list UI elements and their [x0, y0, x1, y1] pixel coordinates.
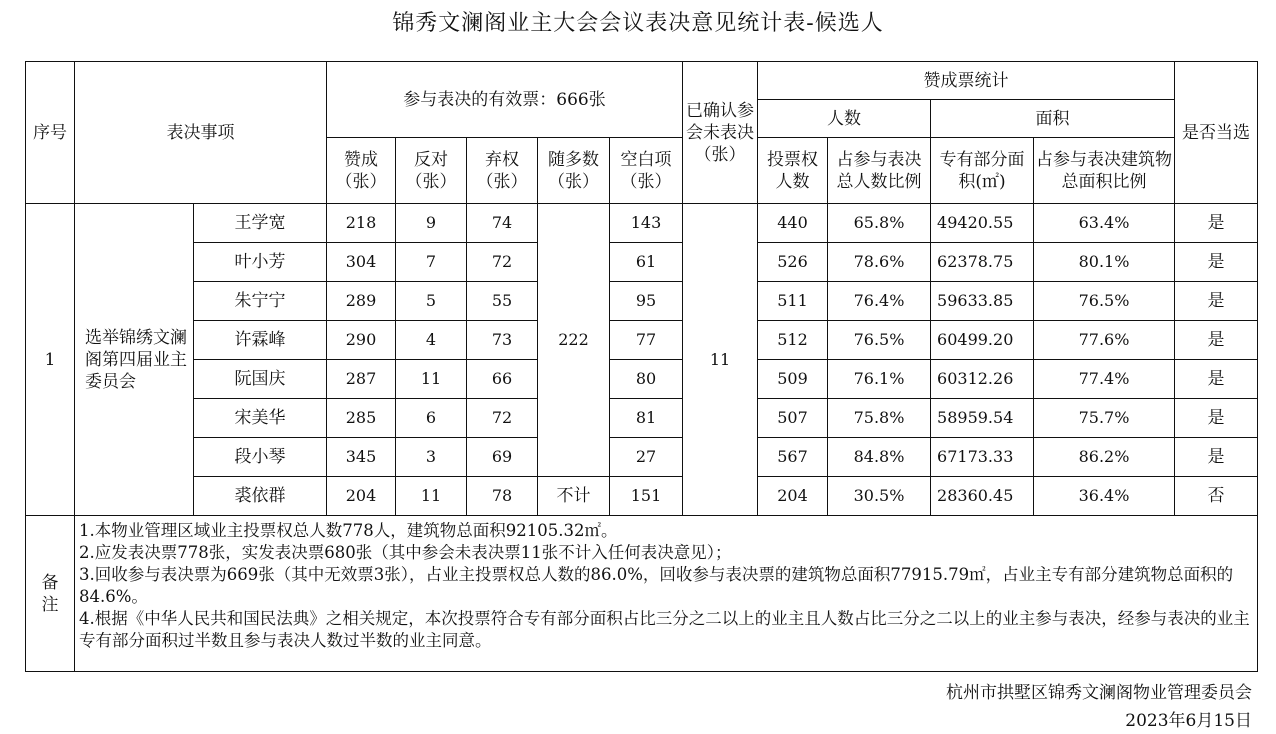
- candidate-name: 叶小芳: [194, 243, 327, 282]
- remarks-label: 备注: [26, 516, 75, 672]
- area-ratio: 80.1%: [1034, 243, 1175, 282]
- blank-count: 27: [610, 438, 683, 477]
- blank-count: 151: [610, 477, 683, 516]
- elected-status: 否: [1175, 477, 1258, 516]
- elected-status: 是: [1175, 243, 1258, 282]
- oppose-count: 4: [396, 321, 467, 360]
- abstain-count: 55: [467, 282, 538, 321]
- header-people: 人数: [758, 100, 931, 138]
- unvoted-count: 11: [683, 204, 758, 516]
- table-row: [26, 204, 1258, 243]
- approve-count: 304: [327, 243, 396, 282]
- voters-count: 526: [758, 243, 828, 282]
- oppose-count: 6: [396, 399, 467, 438]
- header-approve-stats: 赞成票统计: [758, 62, 1175, 100]
- row-seq: 1: [26, 204, 75, 516]
- follow-majority-count: 222: [538, 204, 610, 477]
- area-value: 28360.45: [931, 477, 1034, 516]
- abstain-count: 72: [467, 243, 538, 282]
- remark-line: 1.本物业管理区域业主投票权总人数778人，建筑物总面积92105.32㎡。: [79, 521, 618, 540]
- oppose-count: 9: [396, 204, 467, 243]
- area-value: 49420.55: [931, 204, 1034, 243]
- people-ratio: 30.5%: [828, 477, 931, 516]
- area-ratio: 76.5%: [1034, 282, 1175, 321]
- oppose-count: 11: [396, 477, 467, 516]
- candidate-name: 裘依群: [194, 477, 327, 516]
- voters-count: 440: [758, 204, 828, 243]
- area-value: 60312.26: [931, 360, 1034, 399]
- approve-count: 285: [327, 399, 396, 438]
- table-row: [26, 282, 1258, 321]
- follow-majority-count: 不计: [538, 477, 610, 516]
- header-seq: 序号: [26, 62, 75, 204]
- approve-count: 289: [327, 282, 396, 321]
- header-valid-votes: 参与表决的有效票：666张: [327, 62, 683, 138]
- blank-count: 81: [610, 399, 683, 438]
- table-row: [26, 243, 1258, 282]
- table-row: [26, 438, 1258, 477]
- area-ratio: 86.2%: [1034, 438, 1175, 477]
- blank-count: 80: [610, 360, 683, 399]
- candidate-name: 宋美华: [194, 399, 327, 438]
- page-title: 锦秀文澜阁业主大会会议表决意见统计表-候选人: [392, 11, 884, 36]
- blank-count: 143: [610, 204, 683, 243]
- candidate-name: 许霖峰: [194, 321, 327, 360]
- abstain-count: 66: [467, 360, 538, 399]
- area-ratio: 77.4%: [1034, 360, 1175, 399]
- row-item: 选举锦绣文澜阁第四届业主委员会: [75, 204, 194, 516]
- elected-status: 是: [1175, 438, 1258, 477]
- table-row: [26, 321, 1258, 360]
- oppose-count: 5: [396, 282, 467, 321]
- elected-status: 是: [1175, 204, 1258, 243]
- area-value: 59633.85: [931, 282, 1034, 321]
- header-unvoted: 已确认参会未表决（张）: [683, 62, 758, 204]
- approve-count: 290: [327, 321, 396, 360]
- abstain-count: 69: [467, 438, 538, 477]
- blank-count: 95: [610, 282, 683, 321]
- approve-count: 345: [327, 438, 396, 477]
- header-col-people-ratio: 占参与表决总人数比例: [828, 138, 931, 204]
- blank-count: 61: [610, 243, 683, 282]
- area-value: 60499.20: [931, 321, 1034, 360]
- people-ratio: 76.4%: [828, 282, 931, 321]
- header-item: 表决事项: [75, 62, 327, 204]
- voters-count: 509: [758, 360, 828, 399]
- approve-count: 218: [327, 204, 396, 243]
- footer-organization: 杭州市拱墅区锦秀文澜阁物业管理委员会: [946, 683, 1252, 703]
- abstain-count: 74: [467, 204, 538, 243]
- voters-count: 511: [758, 282, 828, 321]
- abstain-count: 73: [467, 321, 538, 360]
- oppose-count: 11: [396, 360, 467, 399]
- approve-count: 204: [327, 477, 396, 516]
- area-ratio: 77.6%: [1034, 321, 1175, 360]
- blank-count: 77: [610, 321, 683, 360]
- area-ratio: 36.4%: [1034, 477, 1175, 516]
- header-col-area-ratio: 占参与表决建筑物总面积比例: [1034, 138, 1175, 204]
- header-col-oppose: 反对（张）: [396, 138, 467, 204]
- oppose-count: 3: [396, 438, 467, 477]
- header-col-approve: 赞成（张）: [327, 138, 396, 204]
- elected-status: 是: [1175, 282, 1258, 321]
- candidate-name: 阮国庆: [194, 360, 327, 399]
- table-row: [26, 477, 1258, 516]
- candidate-name: 段小琴: [194, 438, 327, 477]
- header-area: 面积: [931, 100, 1175, 138]
- people-ratio: 84.8%: [828, 438, 931, 477]
- elected-status: 是: [1175, 321, 1258, 360]
- voters-count: 204: [758, 477, 828, 516]
- table-row: [26, 360, 1258, 399]
- header-col-area: 专有部分面积(㎡): [931, 138, 1034, 204]
- oppose-count: 7: [396, 243, 467, 282]
- voters-count: 567: [758, 438, 828, 477]
- area-value: 62378.75: [931, 243, 1034, 282]
- header-col-abstain: 弃权（张）: [467, 138, 538, 204]
- header-col-blank: 空白项（张）: [610, 138, 683, 204]
- header-elected: 是否当选: [1175, 62, 1258, 204]
- area-ratio: 75.7%: [1034, 399, 1175, 438]
- voters-count: 507: [758, 399, 828, 438]
- approve-count: 287: [327, 360, 396, 399]
- area-value: 67173.33: [931, 438, 1034, 477]
- people-ratio: 78.6%: [828, 243, 931, 282]
- abstain-count: 72: [467, 399, 538, 438]
- table-row: [26, 399, 1258, 438]
- area-value: 58959.54: [931, 399, 1034, 438]
- voters-count: 512: [758, 321, 828, 360]
- remark-line: 4.根据《中华人民共和国民法典》之相关规定，本次投票符合专有部分面积占比三分之二以上的业主且人数占比三分之二以上的业主参与表决，经参与表决的业主专有部分面积过半数且参与表决人数过半数的业主同意。: [79, 609, 1250, 650]
- footer-date: 2023年6月15日: [1125, 711, 1252, 731]
- elected-status: 是: [1175, 360, 1258, 399]
- remark-line: 2.应发表决票778张，实发表决票680张（其中参会未表决票11张不计入任何表决意见）；: [79, 543, 732, 562]
- people-ratio: 65.8%: [828, 204, 931, 243]
- candidate-name: 朱宁宁: [194, 282, 327, 321]
- people-ratio: 75.8%: [828, 399, 931, 438]
- area-ratio: 63.4%: [1034, 204, 1175, 243]
- remark-line: 3.回收参与表决票为669张（其中无效票3张），占业主投票权总人数的86.0%，回收参与表决票的建筑物总面积77915.79㎡，占业主专有部分建筑物总面积的84.6%。: [79, 565, 1234, 606]
- candidate-name: 王学宽: [194, 204, 327, 243]
- people-ratio: 76.5%: [828, 321, 931, 360]
- vote-statistics-table: [25, 61, 1258, 672]
- abstain-count: 78: [467, 477, 538, 516]
- people-ratio: 76.1%: [828, 360, 931, 399]
- remarks-content: [75, 516, 1258, 672]
- elected-status: 是: [1175, 399, 1258, 438]
- header-col-voters: 投票权人数: [758, 138, 828, 204]
- header-col-follow-majority: 随多数（张）: [538, 138, 610, 204]
